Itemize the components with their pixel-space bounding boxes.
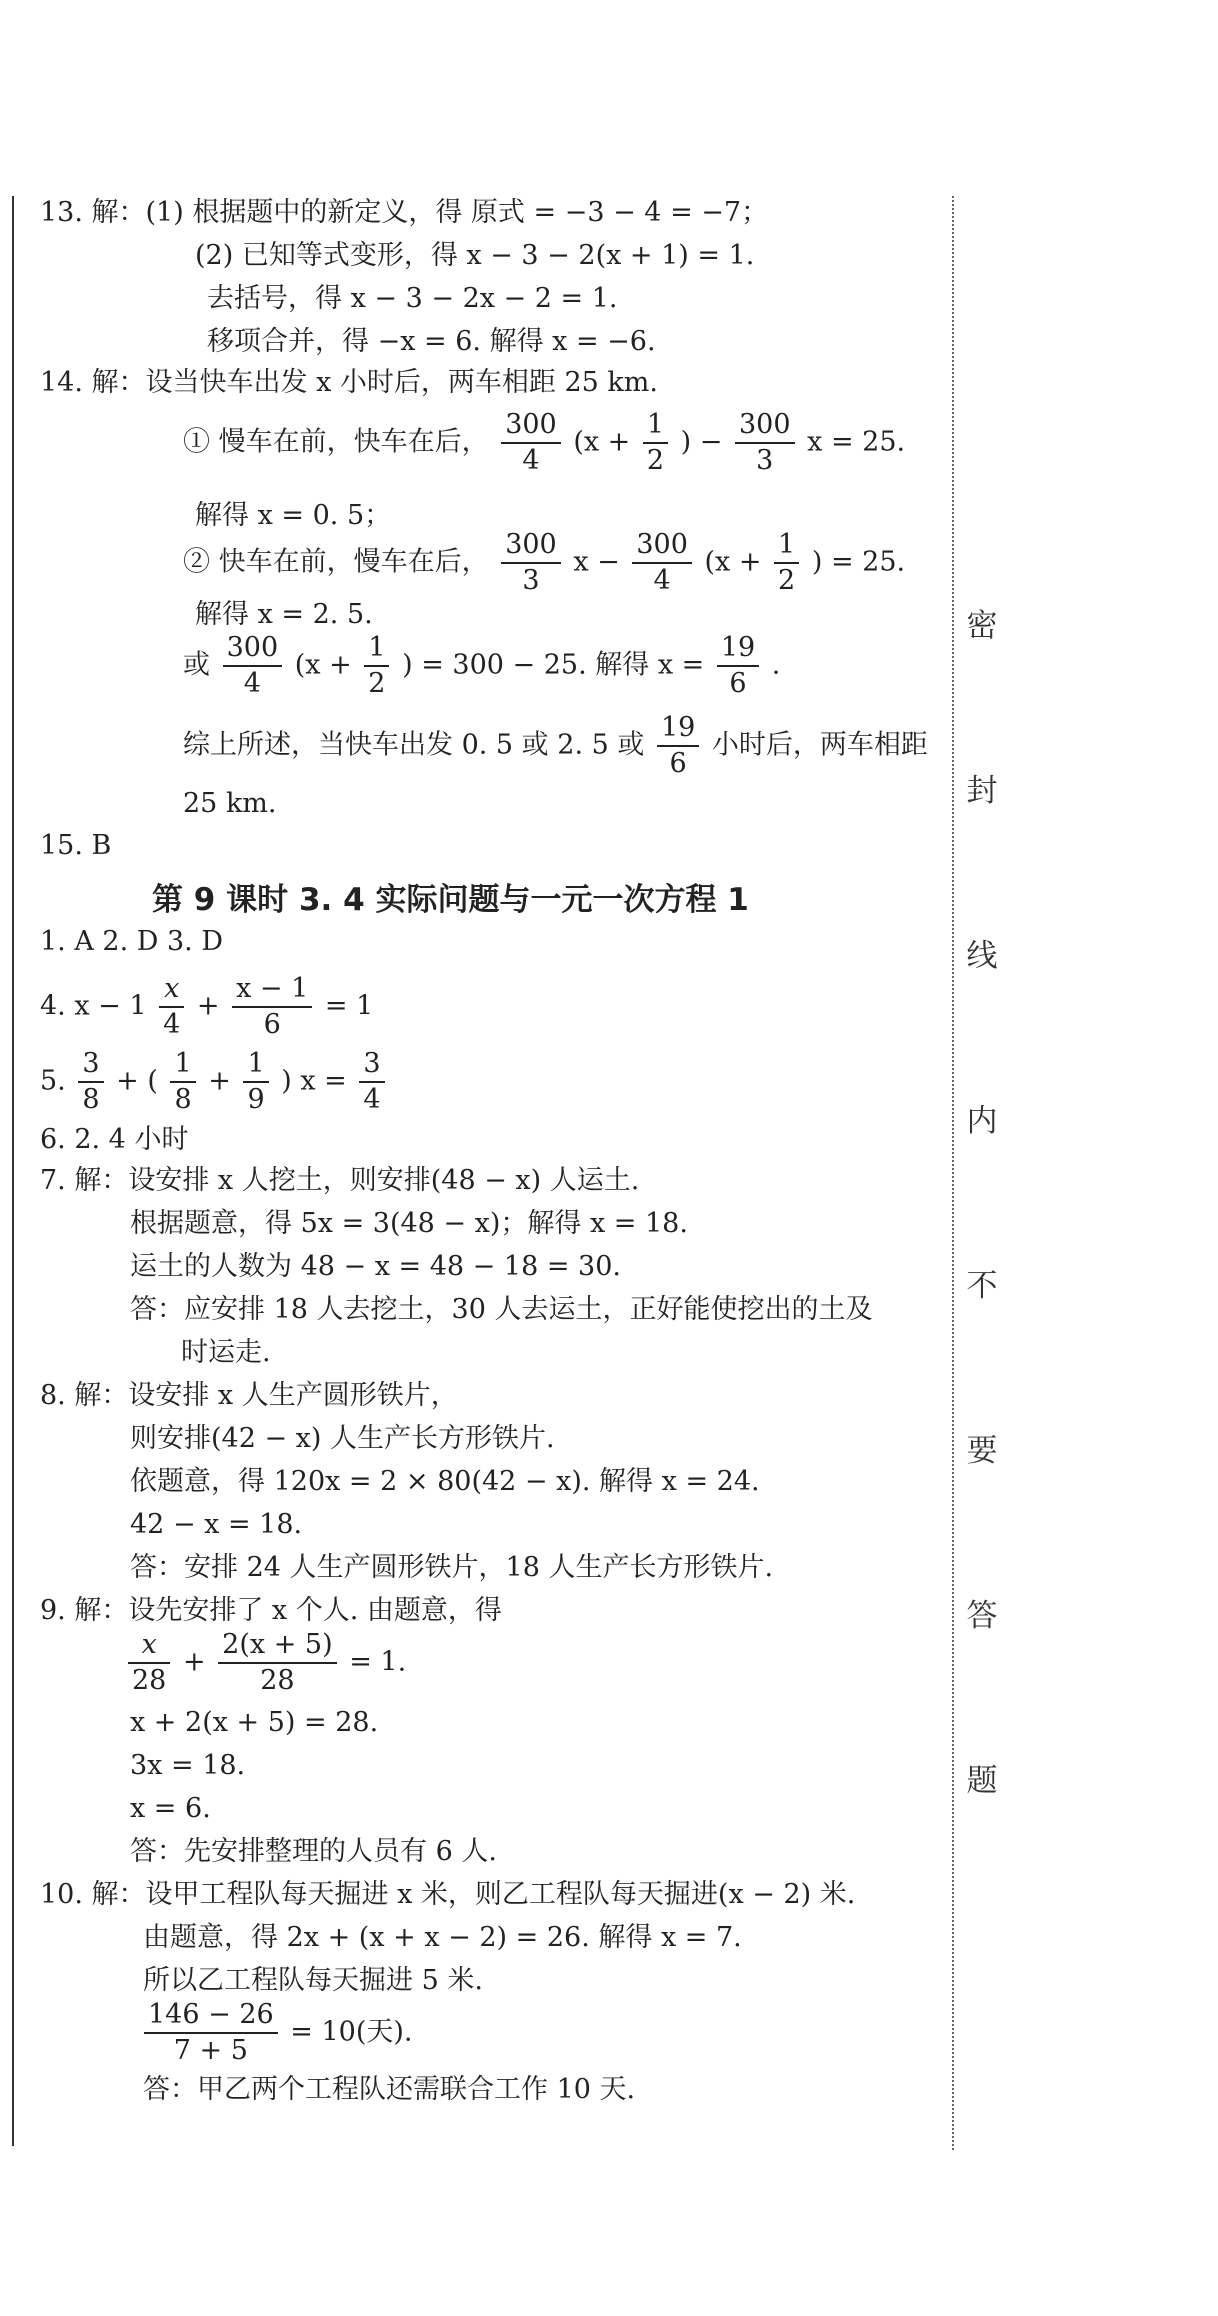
case-1-label: ① 慢车在前，快车在后， <box>183 426 489 458</box>
q14-summary <box>183 711 928 781</box>
case-2-label: ② 快车在前，慢车在后， <box>183 546 489 578</box>
q13-line-4: 移项合并，得 −x = 6. 解得 x = −6. <box>207 326 656 357</box>
q9-equation <box>124 1628 406 1698</box>
q14-case-1 <box>183 408 905 478</box>
fraction: $\frac{146 - 26}{7 + 5}$ <box>144 1998 278 2068</box>
q9-line-4: 3x = 18. <box>130 1750 246 1781</box>
seal-char: 线 <box>966 938 998 974</box>
fraction: $\frac{300}{3}$ <box>735 408 795 478</box>
fraction: $\frac{x}{4}$ <box>159 972 184 1042</box>
q9-line-3: x + 2(x + 5) = 28. <box>130 1707 379 1738</box>
q15-answer: 15. B <box>40 830 112 861</box>
q9-line-1: 9. 解：设先安排了 x 个人. 由题意，得 <box>40 1595 502 1626</box>
fraction: $\frac{300}{4}$ <box>223 631 283 701</box>
expr: (x + <box>704 546 771 578</box>
fraction: $\frac{300}{3}$ <box>501 528 561 598</box>
q13-line-3: 去括号，得 x − 3 − 2x − 2 = 1. <box>207 283 618 314</box>
expr: + <box>196 990 229 1022</box>
expr: 小时后，两车相距 <box>711 729 928 761</box>
q10-line-2: 由题意，得 2x + (x + x − 2) = 26. 解得 x = 7. <box>143 1922 742 1953</box>
q7-line: 运土的人数为 48 − x = 48 − 18 = 30. <box>130 1251 621 1282</box>
expr: + <box>182 1646 215 1678</box>
seal-char: 封 <box>966 773 998 809</box>
expr: ) − <box>680 426 731 458</box>
fraction: $\frac{19}{6}$ <box>717 631 759 701</box>
q10-line-5: 答：甲乙两个工程队还需联合工作 10 天. <box>143 2074 636 2105</box>
seal-char: 密 <box>966 608 998 644</box>
expr: x − <box>573 546 629 578</box>
q14-result-2: 解得 x = 2. 5. <box>195 599 373 630</box>
expr: ) = 25. <box>811 546 906 578</box>
fraction: $\frac{x - 1}{6}$ <box>232 972 312 1042</box>
q7-line: 根据题意，得 5x = 3(48 − x)；解得 x = 18. <box>130 1208 688 1239</box>
expr: (x + <box>573 426 639 458</box>
expr: + <box>208 1065 240 1097</box>
fraction: $\frac{1}{2}$ <box>643 408 668 478</box>
expr: = 1 <box>324 990 374 1022</box>
seal-char: 内 <box>966 1103 998 1139</box>
expr: = 10(天). <box>290 2016 413 2048</box>
left-margin-line <box>12 196 14 2146</box>
q8-line: 则安排(42 − x) 人生产长方形铁片. <box>130 1423 555 1454</box>
q8-line: 答：安排 24 人生产圆形铁片，18 人生产长方形铁片. <box>130 1552 774 1583</box>
answer-4 <box>40 972 373 1042</box>
lesson-title: 第 9 课时 3. 4 实际问题与一元一次方程 1 <box>152 882 749 918</box>
q8-line: 8. 解：设安排 x 人生产圆形铁片， <box>40 1380 458 1411</box>
expr: 综上所述，当快车出发 0. 5 或 2. 5 或 <box>183 729 653 761</box>
fraction: $\frac{2(x + 5)}{28}$ <box>218 1628 336 1698</box>
answer-6: 6. 2. 4 小时 <box>40 1124 189 1155</box>
q8-line: 依题意，得 120x = 2 × 80(42 − x). 解得 x = 24. <box>130 1466 760 1497</box>
fraction: $\frac{300}{4}$ <box>632 528 692 598</box>
expr: (x + <box>294 649 361 681</box>
expr: . <box>771 649 781 681</box>
seal-dashed-line <box>952 196 954 2150</box>
answers-1-3: 1. A 2. D 3. D <box>40 926 223 957</box>
q14-line-1: 14. 解：设当快车出发 x 小时后，两车相距 25 km. <box>40 367 658 398</box>
seal-char: 不 <box>966 1268 998 1304</box>
fraction: $\frac{x}{28}$ <box>128 1628 170 1698</box>
q7-line: 答：应安排 18 人去挖土，30 人去运土，正好能使挖出的土及 <box>130 1294 873 1325</box>
q13-line-2: (2) 已知等式变形，得 x − 3 − 2(x + 1) = 1. <box>195 240 755 271</box>
seal-char: 题 <box>966 1763 998 1799</box>
q14-case-3 <box>183 631 780 701</box>
q8-line: 42 − x = 18. <box>130 1509 303 1540</box>
q9-line-6: 答：先安排整理的人员有 6 人. <box>130 1836 497 1867</box>
fraction: $\frac{1}{2}$ <box>364 631 389 701</box>
q14-case-2 <box>183 528 905 598</box>
q7-line: 时运走. <box>181 1337 271 1368</box>
q10-line-1: 10. 解：设甲工程队每天掘进 x 米，则乙工程队每天掘进(x − 2) 米. <box>40 1879 856 1910</box>
expr: 5. <box>40 1065 75 1097</box>
seal-char: 答 <box>966 1598 998 1634</box>
expr: + ( <box>116 1065 158 1097</box>
fraction: $\frac{3}{4}$ <box>359 1047 384 1117</box>
q13-line-1: 13. 解：(1) 根据题中的新定义，得 原式 = −3 − 4 = −7； <box>40 197 769 228</box>
expr: ) = 300 − 25. 解得 x = <box>402 649 713 681</box>
fraction: $\frac{300}{4}$ <box>501 408 561 478</box>
expr: 4. x − 1 <box>40 990 156 1022</box>
fraction: $\frac{1}{8}$ <box>170 1047 195 1117</box>
fraction: $\frac{1}{2}$ <box>774 528 799 598</box>
fraction: $\frac{19}{6}$ <box>657 711 699 781</box>
q14-summary-2: 25 km. <box>183 788 277 819</box>
answer-5 <box>40 1047 389 1117</box>
fraction: $\frac{1}{9}$ <box>243 1047 268 1117</box>
q10-equation <box>140 1998 413 2068</box>
q10-line-3: 所以乙工程队每天掘进 5 米. <box>143 1965 483 1996</box>
seal-char: 要 <box>966 1433 998 1469</box>
expr: x = 25. <box>807 426 906 458</box>
fraction: $\frac{3}{8}$ <box>78 1047 103 1117</box>
expr: 或 <box>183 649 219 681</box>
expr: = 1. <box>349 1646 407 1678</box>
expr: ) x = <box>281 1065 356 1097</box>
q9-line-5: x = 6. <box>130 1793 211 1824</box>
q14-result-1: 解得 x = 0. 5； <box>195 500 392 531</box>
q7-line: 7. 解：设安排 x 人挖土，则安排(48 − x) 人运土. <box>40 1165 640 1196</box>
